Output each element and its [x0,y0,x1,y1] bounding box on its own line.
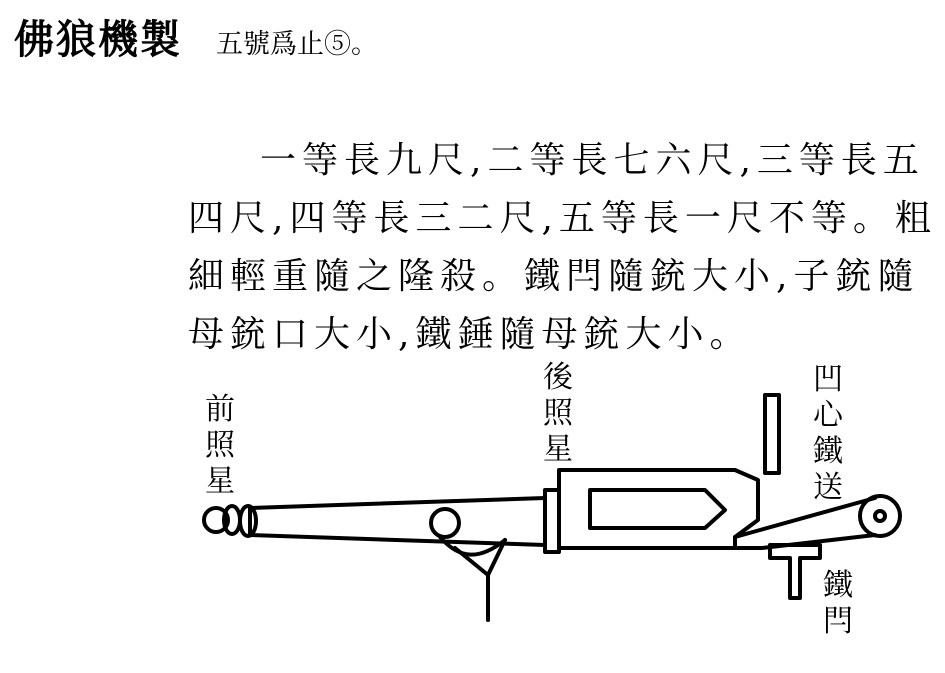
paragraph-line-4: 母銃口大小,鐵錘隨母銃大小。 [188,314,752,355]
tiller-ring [860,496,900,536]
label-front-sight: 前照星 [205,392,235,499]
label-iron-wedge: 凹心鐵送 [813,362,843,505]
breech-band [545,490,559,552]
swivel-yoke [440,537,505,555]
section-note: 五號爲止⑤。 [216,29,378,60]
barrel [250,498,545,545]
iron-wedge-icon [765,395,779,473]
paragraph-line-3: 細輕重隨之隆殺。鐵閂隨銃大小,子銃隨 [188,256,920,297]
paragraph-line-1: 一等長九尺,二等長七六尺,三等長五 [260,140,925,181]
swivel-pivot [431,509,459,537]
label-iron-bolt: 鐵閂 [823,568,853,639]
tiller-hole [875,511,885,521]
label-rear-sight: 後照星 [543,360,573,467]
section-title: 佛狼機製 [14,17,182,63]
iron-bolt-icon [770,545,820,598]
paragraph-line-2: 四尺,四等長三二尺,五等長一尺不等。粗 [188,198,937,239]
chamber-slot [590,490,725,528]
